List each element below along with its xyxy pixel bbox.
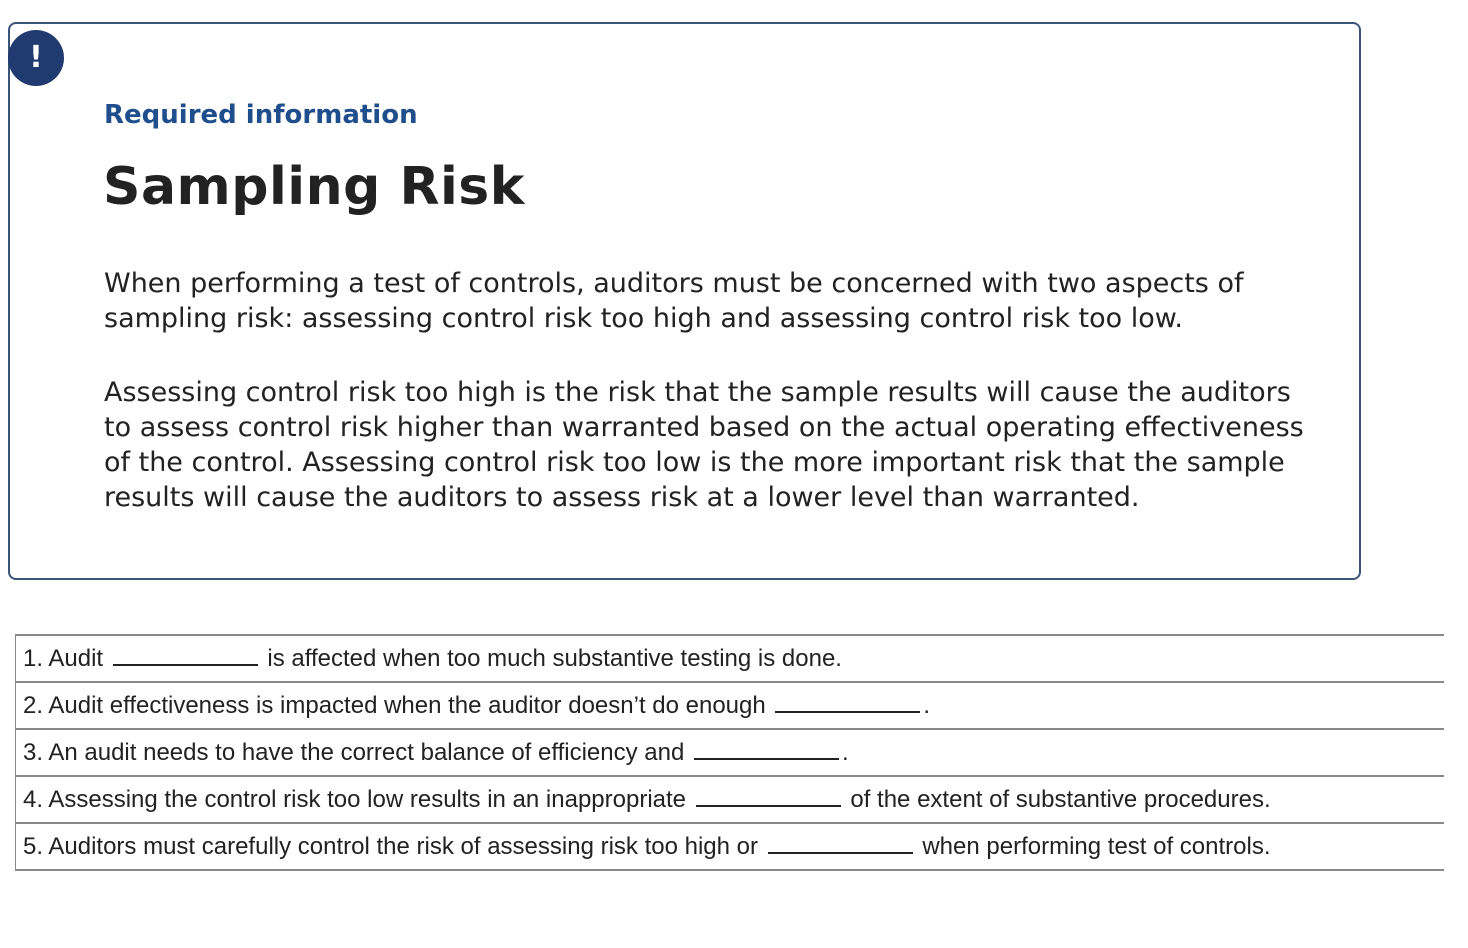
paragraph-detail: Assessing control risk too high is the risk that the sample results will cause the auditors to assess control risk higher than warranted based on the actual operating effectiveness of the control. Assessing control risk too low is the more important risk that the sample results will cause the auditors to assess risk at a lower level than warranted. (104, 377, 1304, 513)
question-text-before: 1. Audit (23, 644, 104, 672)
question-text-after: of the extent of substantive procedures. (850, 785, 1271, 813)
question-text-before: 4. Assessing the control risk too low results in an inappropriate (23, 785, 687, 813)
card-body (104, 266, 1304, 554)
question-row (16, 823, 1445, 870)
page-title: Sampling Risk (103, 157, 525, 217)
question-text-before: 5. Auditors must carefully control the risk of assessing risk too high or (23, 832, 758, 860)
question-row (16, 682, 1445, 729)
required-info-card (8, 22, 1361, 580)
question-row (16, 776, 1445, 823)
question-cell (16, 823, 1445, 870)
question-text-after: . (842, 738, 849, 766)
alert-icon: ! (8, 30, 64, 86)
question-text-before: 3. An audit needs to have the correct balance of efficiency and (23, 738, 685, 766)
question-text-before: 2. Audit effectiveness is impacted when the auditor doesn’t do enough (23, 691, 766, 719)
questions-table (15, 634, 1444, 871)
question-cell (16, 682, 1445, 729)
question-cell (16, 729, 1445, 776)
answer-blank[interactable] (696, 805, 841, 807)
question-text-after: . (923, 691, 931, 719)
question-text-after: when performing test of controls. (922, 832, 1271, 860)
answer-blank[interactable] (768, 852, 913, 854)
required-information-label: Required information (104, 100, 418, 130)
answer-blank[interactable] (775, 711, 920, 713)
question-row (16, 635, 1445, 682)
question-row (16, 729, 1445, 776)
answer-blank[interactable] (113, 664, 258, 666)
paragraph-intro: When performing a test of controls, auditors must be concerned with two aspects of sampling risk: assessing control risk too high and assessing control risk too low. (104, 268, 1244, 334)
answer-blank[interactable] (694, 758, 839, 760)
question-text-after: is affected when too much substantive testing is done. (267, 644, 842, 672)
question-cell (16, 635, 1445, 682)
question-cell (16, 776, 1445, 823)
